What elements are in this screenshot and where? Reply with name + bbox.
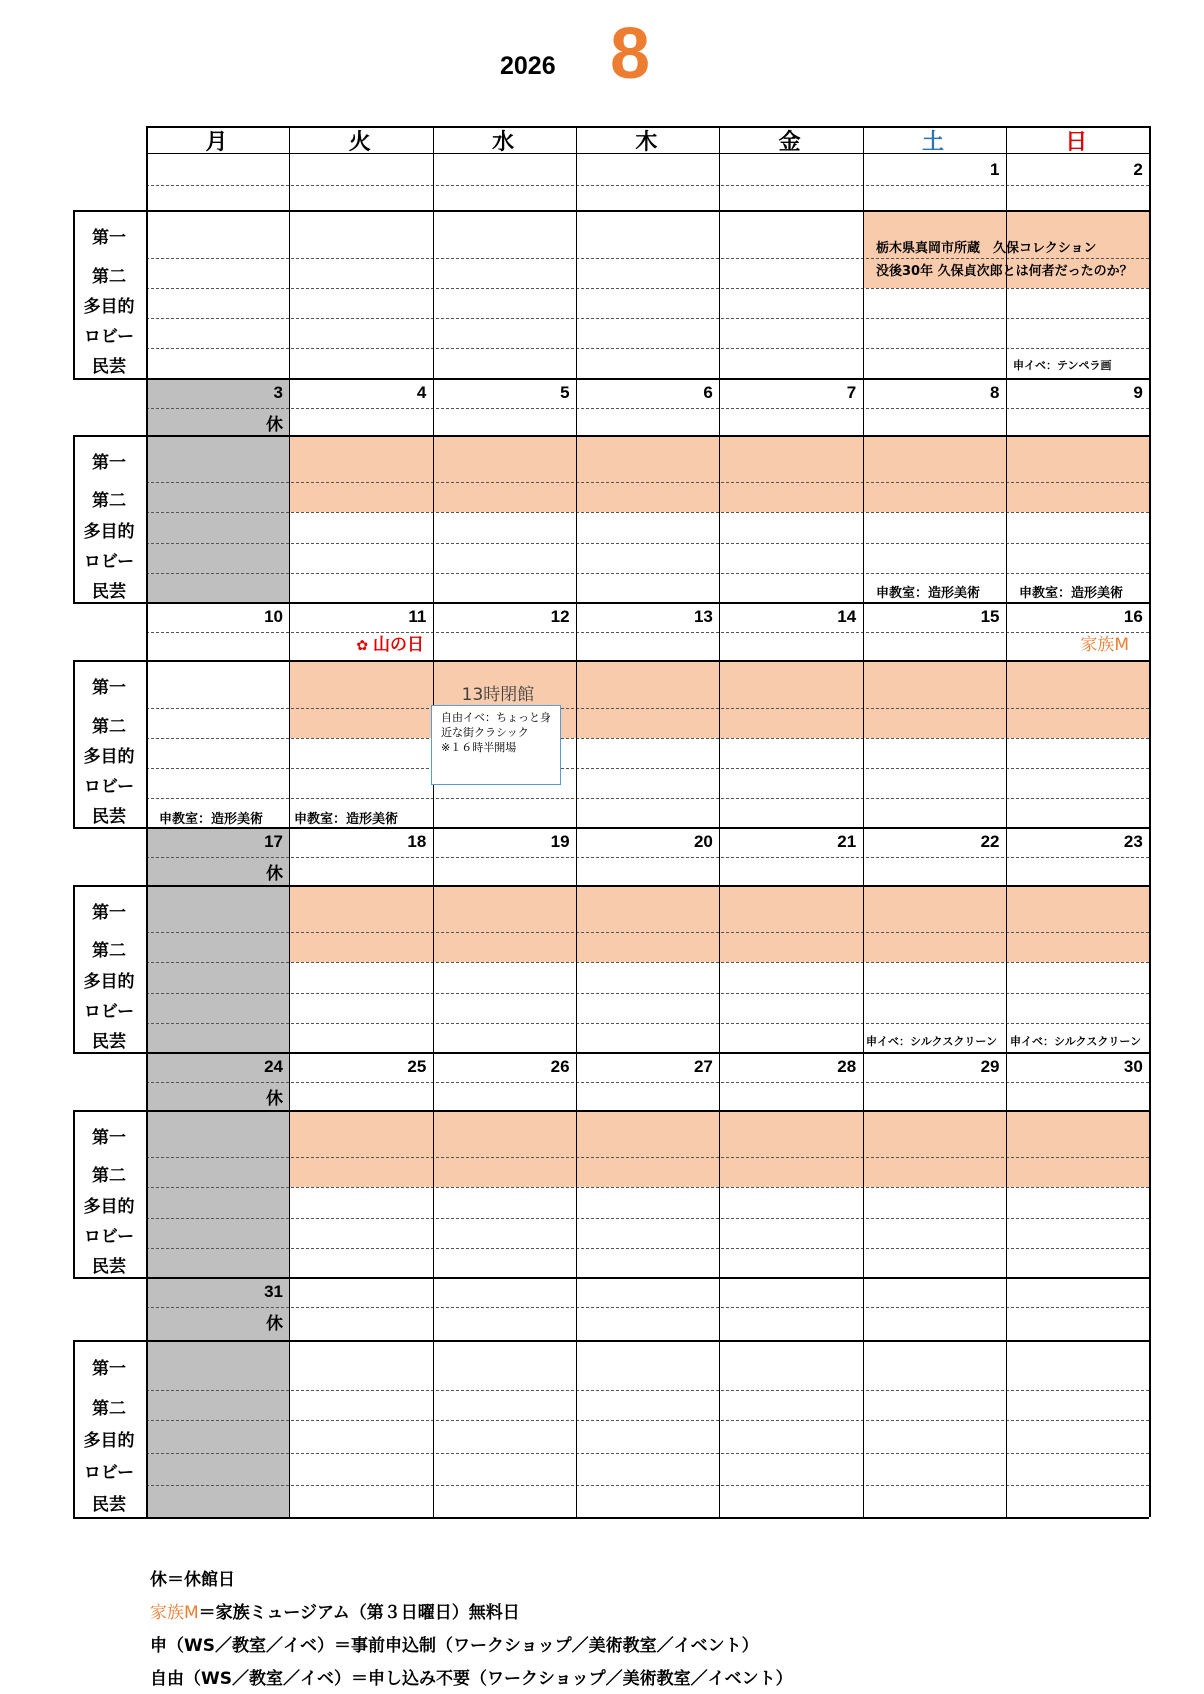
grid-line xyxy=(146,1082,1149,1083)
room-label: 第二 xyxy=(92,1399,126,1419)
holiday-text: 山の日 xyxy=(373,635,424,655)
grid-line xyxy=(1149,126,1151,1517)
date-number: 25 xyxy=(407,1057,427,1076)
room-label: 第一 xyxy=(92,452,126,473)
date-number: 28 xyxy=(837,1057,857,1076)
weekday-2: 水 xyxy=(492,130,515,155)
room-label: 多目的 xyxy=(83,971,135,992)
room-label: 第一 xyxy=(92,678,126,698)
grid-line xyxy=(146,1453,1149,1454)
event-class-mon: 申教室：造形美術 xyxy=(159,812,264,827)
grid-line xyxy=(73,827,1149,829)
grid-line xyxy=(73,210,1149,212)
room-label: ロビー xyxy=(83,327,135,347)
room-label: 民芸 xyxy=(92,1495,126,1515)
weekday-6: 日 xyxy=(1065,130,1088,155)
closed-marker: 休 xyxy=(266,1314,283,1334)
grid-line xyxy=(146,993,1149,994)
grid-line xyxy=(146,408,1149,409)
grid-line xyxy=(73,378,1149,380)
grid-line xyxy=(146,543,1149,544)
date-number: 5 xyxy=(560,383,570,402)
grid-line xyxy=(73,1340,1149,1342)
room-label: 第一 xyxy=(92,228,126,248)
room-label: 第一 xyxy=(92,1127,126,1148)
date-number: 4 xyxy=(416,383,427,402)
exhibition-title-1: 栃木県真岡市所蔵 久保コレクション xyxy=(876,241,1097,256)
grid-line xyxy=(73,435,75,602)
closed-marker: 休 xyxy=(266,1089,283,1109)
date-number: 1 xyxy=(990,160,1000,179)
grid-line xyxy=(146,1218,1149,1219)
holiday-label xyxy=(288,630,424,655)
date-number: 15 xyxy=(980,607,1000,626)
room-label: 多目的 xyxy=(83,297,135,317)
weekday-1: 火 xyxy=(348,130,371,155)
grid-line xyxy=(73,1277,1149,1279)
room-label: 民芸 xyxy=(92,1256,126,1277)
legend-closed: 休＝休館日 xyxy=(150,1570,235,1590)
date-number: 26 xyxy=(550,1057,570,1076)
room-label: 第二 xyxy=(92,491,126,511)
grid-line xyxy=(146,1023,1149,1024)
grid-line xyxy=(146,185,1149,186)
date-number: 13 xyxy=(693,607,713,626)
grid-line xyxy=(146,288,1149,289)
date-number: 19 xyxy=(550,832,570,851)
grid-line xyxy=(433,126,434,1517)
grid-line xyxy=(863,126,864,1517)
room-label: 第二 xyxy=(92,717,126,737)
weekday-0: 月 xyxy=(205,130,228,155)
room-label: 民芸 xyxy=(92,806,126,827)
early-close-label: 13時閉館 xyxy=(461,685,535,705)
grid-line xyxy=(146,1307,1149,1308)
grid-line xyxy=(146,857,1149,858)
year-label: 2026 xyxy=(500,52,556,80)
event-class-tue: 申教室：造形美術 xyxy=(294,812,399,827)
family-museum-label: 家族M xyxy=(1080,635,1129,655)
legend-family-term: 家族M xyxy=(150,1603,199,1623)
grid-line xyxy=(73,435,1149,437)
legend-free: 自由（WS／教室／イベ）＝申し込み不要（ワークショップ／美術教室／イベント） xyxy=(150,1669,793,1689)
grid-line xyxy=(73,210,75,378)
date-number: 9 xyxy=(1133,383,1143,402)
grid-line xyxy=(1006,126,1007,1517)
room-label: 第二 xyxy=(92,267,126,287)
room-label: 民芸 xyxy=(92,357,126,377)
grid-line xyxy=(73,660,1149,662)
date-number: 8 xyxy=(990,383,1000,402)
date-number: 10 xyxy=(264,607,283,626)
room-label: 多目的 xyxy=(83,747,135,767)
grid-line xyxy=(73,1517,1149,1519)
date-number: 31 xyxy=(264,1282,283,1301)
legend-family-desc: ＝家族ミュージアム（第３日曜日）無料日 xyxy=(198,1603,520,1623)
grid-line xyxy=(146,1187,1149,1188)
grid-line xyxy=(73,1340,75,1517)
weekday-4: 金 xyxy=(778,130,801,155)
grid-line xyxy=(146,708,1149,709)
weekday-5: 土 xyxy=(921,130,944,155)
date-number: 29 xyxy=(980,1057,1000,1076)
room-label: 多目的 xyxy=(83,521,135,542)
grid-line xyxy=(146,512,1149,513)
grid-line xyxy=(146,1248,1149,1249)
date-number: 21 xyxy=(837,832,857,851)
room-label: 第二 xyxy=(92,1166,126,1186)
room-label: 多目的 xyxy=(83,1196,135,1217)
date-number: 6 xyxy=(703,383,713,402)
legend-reservation: 申（WS／教室／イベ）＝事前申込制（ワークショップ／美術教室／イベント） xyxy=(150,1636,759,1656)
event-class-sat: 申教室：造形美術 xyxy=(876,586,981,601)
grid-line xyxy=(73,885,1149,887)
weekday-3: 木 xyxy=(635,130,658,155)
closed-marker: 休 xyxy=(266,864,283,884)
grid-line xyxy=(73,602,1149,604)
room-label: 多目的 xyxy=(83,1430,135,1451)
event-tempera: 申イベ：テンペラ画 xyxy=(1013,359,1112,372)
grid-line xyxy=(146,258,1149,259)
grid-line xyxy=(146,798,1149,799)
mountain-icon: ✿ xyxy=(356,638,373,654)
event-silk-sun: 申イベ：シルクスクリーン xyxy=(1010,1035,1142,1048)
grid-line xyxy=(146,318,1149,319)
room-label: ロビー xyxy=(83,1002,135,1022)
grid-line xyxy=(289,126,290,1517)
grid-line xyxy=(146,348,1149,349)
grid-line xyxy=(146,1157,1149,1158)
grid-line xyxy=(146,126,148,1517)
grid-line xyxy=(576,126,577,1517)
date-number: 14 xyxy=(837,607,857,626)
date-number: 22 xyxy=(980,832,1000,851)
date-number: 27 xyxy=(693,1057,713,1076)
free-event-note: 自由イベ：ちょっと身近な街クラシック ※１６時半開場 xyxy=(431,705,561,785)
grid-line xyxy=(146,1390,1149,1391)
room-label: ロビー xyxy=(83,1463,135,1483)
grid-line xyxy=(146,768,1149,769)
grid-line xyxy=(73,885,75,1052)
room-label: 民芸 xyxy=(92,581,126,602)
legend-family xyxy=(150,1598,520,1623)
exhibition-title-2: 没後30年 久保貞次郎とは何者だったのか？ xyxy=(876,264,1133,279)
grid-line xyxy=(146,1420,1149,1421)
month-label: 8 xyxy=(610,14,651,94)
grid-line xyxy=(146,962,1149,963)
date-number: 12 xyxy=(550,607,570,626)
date-number: 20 xyxy=(693,832,713,851)
date-number: 30 xyxy=(1123,1057,1143,1076)
room-label: ロビー xyxy=(83,1227,135,1247)
grid-line xyxy=(719,126,720,1517)
grid-line xyxy=(73,1110,75,1277)
room-label: 第一 xyxy=(92,1359,126,1379)
grid-line xyxy=(146,738,1149,739)
room-label: 第一 xyxy=(92,902,126,923)
date-number: 23 xyxy=(1123,832,1143,851)
event-class-sun: 申教室：造形美術 xyxy=(1019,586,1124,601)
grid-line xyxy=(73,1052,1149,1054)
room-label: 第二 xyxy=(92,941,126,961)
date-number: 16 xyxy=(1123,607,1143,626)
grid-line xyxy=(146,573,1149,574)
closed-marker: 休 xyxy=(266,415,283,435)
date-number: 17 xyxy=(264,832,283,851)
event-silk-sat: 申イベ：シルクスクリーン xyxy=(866,1035,998,1048)
date-number: 3 xyxy=(273,383,283,402)
grid-line xyxy=(73,660,75,827)
date-number: 7 xyxy=(846,383,857,402)
grid-line xyxy=(146,932,1149,933)
date-number: 18 xyxy=(407,832,427,851)
room-label: 民芸 xyxy=(92,1031,126,1052)
room-label: ロビー xyxy=(83,552,135,572)
date-number: 2 xyxy=(1133,160,1143,179)
date-number: 11 xyxy=(408,607,427,626)
grid-line xyxy=(73,1110,1149,1112)
date-number: 24 xyxy=(264,1057,283,1076)
room-label: ロビー xyxy=(83,777,135,797)
grid-line xyxy=(146,1485,1149,1486)
grid-line xyxy=(146,482,1149,483)
